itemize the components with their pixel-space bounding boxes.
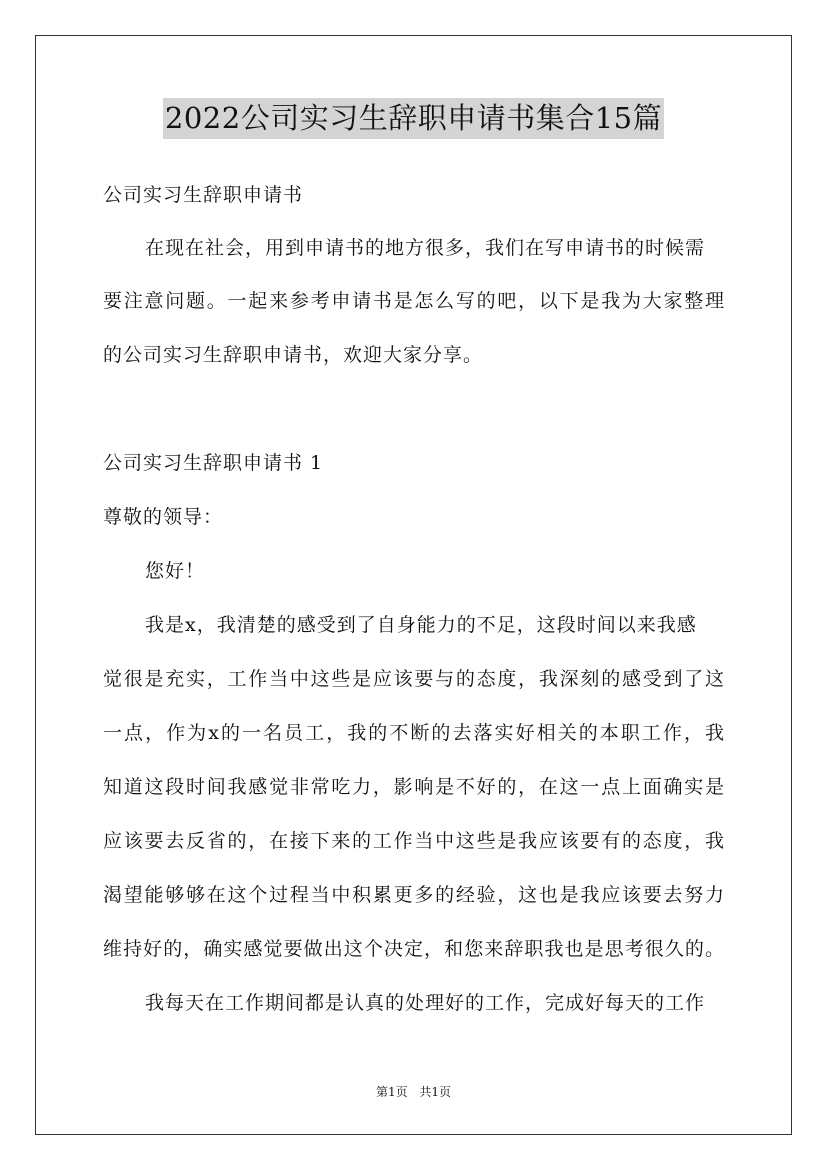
body-line-5: 应该要去反省的，在接下来的工作当中这些是我应该要有的态度，我 bbox=[103, 830, 725, 852]
page-total: 共1页 bbox=[419, 1085, 452, 1099]
body-line-2: 觉很是充实，工作当中这些是应该要与的态度，我深刻的感受到了这 bbox=[103, 668, 725, 690]
document-title bbox=[0, 98, 827, 139]
intro-line-1: 在现在社会，用到申请书的地方很多，我们在写申请书的时候需 bbox=[145, 237, 706, 259]
body-line-8: 我每天在工作期间都是认真的处理好的工作，完成好每天的工作 bbox=[145, 992, 706, 1014]
document-title-text: 2022公司实习生辞职申请书集合15篇 bbox=[163, 98, 664, 139]
greeting: 您好！ bbox=[145, 560, 206, 582]
intro-line-2: 要注意问题。一起来参考申请书是怎么写的吧，以下是我为大家整理 bbox=[103, 290, 725, 312]
page-number: 第1页 bbox=[375, 1085, 408, 1099]
body-line-1: 我是x，我清楚的感受到了自身能力的不足，这段时间以来我感 bbox=[145, 614, 697, 636]
body-line-4: 知道这段时间我感觉非常吃力，影响是不好的，在这一点上面确实是 bbox=[103, 776, 725, 798]
intro-line-3: 的公司实习生辞职申请书，欢迎大家分享。 bbox=[103, 344, 484, 366]
section-heading: 公司实习生辞职申请书 1 bbox=[103, 452, 324, 474]
body-line-6: 渴望能够够在这个过程当中积累更多的经验，这也是我应该要去努力 bbox=[103, 884, 725, 906]
body-line-7: 维持好的，确实感觉要做出这个决定，和您来辞职我也是思考很久的。 bbox=[103, 938, 725, 960]
body-line-3: 一点，作为x的一名员工，我的不断的去落实好相关的本职工作，我 bbox=[103, 722, 725, 744]
document-subtitle: 公司实习生辞职申请书 bbox=[103, 184, 304, 206]
salutation: 尊敬的领导： bbox=[103, 506, 224, 528]
page-footer bbox=[0, 1084, 827, 1100]
